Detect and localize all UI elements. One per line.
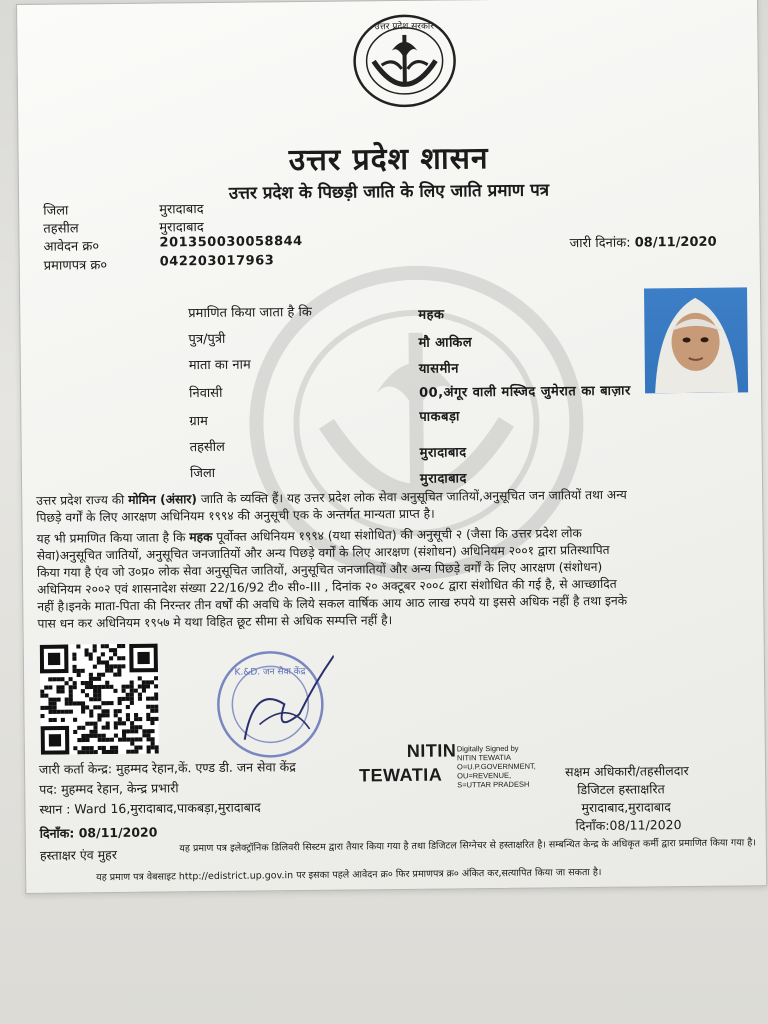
village-label: ग्राम — [189, 414, 208, 430]
footer-note-1: यह प्रमाण पत्र इलेक्ट्रॉनिक डिलिवरी सिस्टम द्वारा तैयार किया गया है तथा डिजिटल सिग्नेचर से हस्ताक्षरित है। सम्बन्धित केन्द्र के अधिकृत कर्मी द्वारा प्रमाणित किया गया है। — [179, 837, 756, 855]
holder-name-inline: महक — [189, 529, 213, 545]
paragraph-text: पूर्वोक्त अधिनियम १९९४ (यथा संशोधित) की अनुसूची २ (जैसा कि उत्तर प्रदेश लोक — [216, 526, 582, 544]
dsig-line: Digitally Signed by — [456, 743, 519, 754]
district-detail-label: जिला — [189, 465, 216, 482]
district-label: जिला — [43, 203, 69, 219]
up-government-emblem — [351, 12, 458, 109]
resident-address: 00,अंगूर वाली मस्जिद जुमेरात का बाज़ार — [419, 383, 631, 401]
issuer-date: दिनाँक: 08/11/2020 — [39, 824, 158, 841]
signature-seal-label: हस्ताक्षर एंव मुहर — [39, 846, 117, 863]
emblem-text: उत्तर प्रदेश सरकार — [374, 21, 434, 33]
issuer-post: पद: मुहम्मद रेहान, केन्द्र प्रभारी — [39, 780, 179, 797]
resident-label: निवासी — [189, 385, 223, 402]
certificate-number: 042203017963 — [159, 253, 275, 270]
paragraph-text: यह भी प्रमाणित किया जाता है कि — [36, 530, 186, 546]
issue-date — [569, 232, 716, 252]
district-detail-value: मुरादाबाद — [419, 471, 467, 487]
paragraph-line: किया गया है एंव जो उ०प्र० लोक सेवा अनुसूचित जातियों, अनुसूचित जनजातियों और अन्य पिछड़े वर्गों के लिए आरक्षण (संशोधन) — [36, 559, 603, 580]
certificate-label: प्रमाणपत्र क्र० — [43, 258, 108, 274]
qr-code — [40, 644, 159, 755]
certification-paragraph — [37, 523, 738, 632]
dsig-line: S=UTTAR PRADESH — [457, 779, 530, 790]
paragraph-line: अधिनियम २००२ एवं शासनादेश संख्या 22/16/92 टी० सी०-III , दिनांक २० अक्टूबर २००८ द्वारा संशोधित की गई है, से आच्छादित — [37, 576, 617, 597]
officer-signature-status: डिजिटल हस्ताक्षरित — [577, 781, 665, 798]
application-number: 201350030058844 — [159, 234, 303, 251]
issue-date-value: 08/11/2020 — [634, 234, 717, 251]
relation-label: पुत्र/पुत्री — [188, 331, 226, 348]
resident-locality: पाकबड़ा — [419, 409, 460, 425]
officer-title: सक्षम अधिकारी/तहसीलदार — [564, 762, 689, 780]
mother-label: माता का नाम — [188, 357, 251, 374]
paragraph-line: पिछड़े वर्गों के लिए आरक्षण अधिनियम १९९४ की अनुसूची एक के अन्तर्गत मान्यता प्राप्त है। — [36, 506, 435, 525]
paragraph-line: नहीं है।इनके माता-पिता की निरन्तर तीन वर्षों की अवधि के लिये सकल वार्षिक आय आठ लाख रुपये या इससे अधिक नहीं है तथा इनके — [37, 593, 628, 614]
paragraph-line: सेवा)अनुसूचित जातियों, अनुसूचित जनजातियों और अन्य पिछड़े वर्गों के लिए आरक्षण (संशोधन) अधिनियम २००१ द्वारा प्रतिस्थापित — [36, 542, 610, 563]
signer-first-name: NITIN — [406, 740, 457, 761]
district-value: मुरादाबाद — [159, 202, 204, 218]
official-stamp — [214, 644, 335, 763]
paragraph-line: पास धन कर अधिनियम १९५७ मे यथा विहित छूट सीमा से अधिक सम्पत्ति नहीं है। — [37, 613, 393, 631]
paragraph-text: उत्तर प्रदेश राज्य की — [36, 492, 125, 508]
certificate-page — [16, 0, 767, 894]
caste-name: मोमिन (अंसार) — [128, 492, 197, 507]
caste-paragraph — [36, 485, 736, 526]
tehsil-value: मुरादाबाद — [159, 220, 204, 236]
issue-date-label: जारी दिनांक: — [569, 235, 631, 252]
certify-label: प्रमाणित किया जाता है कि — [188, 304, 312, 322]
signer-last-name: TEWATIA — [358, 764, 443, 786]
page-title: उत्तर प्रदेश शासन — [288, 141, 489, 179]
holder-photo — [644, 287, 748, 393]
dsig-line: OU=REVENUE, — [457, 770, 512, 781]
digital-signature-details — [457, 744, 536, 790]
holder-name: महक — [418, 307, 445, 323]
tehsil-detail-label: तहसील — [189, 439, 226, 456]
tehsil-detail-value: मुरादाबाद — [419, 445, 467, 461]
page-subtitle: उत्तर प्रदेश के पिछड़ी जाति के लिए जाति प्रमाण पत्र — [228, 180, 550, 204]
application-label: आवेदन क्र० — [43, 239, 100, 255]
issuer-place: स्थान : Ward 16,मुरादाबाद,पाकबड़ा,मुरादाबाद — [39, 799, 261, 817]
dsig-line: O=U.P.GOVERNMENT, — [456, 761, 536, 772]
tehsil-label: तहसील — [43, 221, 79, 237]
officer-place: मुरादाबाद,मुरादाबाद — [581, 799, 671, 816]
mother-name: यासमीन — [418, 361, 459, 377]
parent-name: मौ आकिल — [418, 335, 473, 351]
stamp-text: K.&D. जन सेवा केंद्र — [234, 667, 306, 678]
issuing-centre: जारी कर्ता केन्द्र: मुहम्मद रेहान,कें. एण्ड डी. जन सेवा केंद्र — [38, 759, 296, 777]
footer-note-2: यह प्रमाण पत्र वेबसाइट http://edistrict.up.gov.in पर इसका पहले आवेदन क्र० फिर प्रमाणपत्र क्र० अंकित कर,सत्यापित किया जा सकता है। — [96, 866, 602, 884]
paragraph-text: जाति के व्यक्ति हैं। यह उत्तर प्रदेश लोक सेवा अनुसूचित जातियों,अनुसूचित जन जातियों तथा अन्य — [200, 487, 627, 507]
officer-date: दिनाँक:08/11/2020 — [575, 817, 682, 834]
dsig-line: NITIN TEWATIA — [456, 752, 511, 763]
